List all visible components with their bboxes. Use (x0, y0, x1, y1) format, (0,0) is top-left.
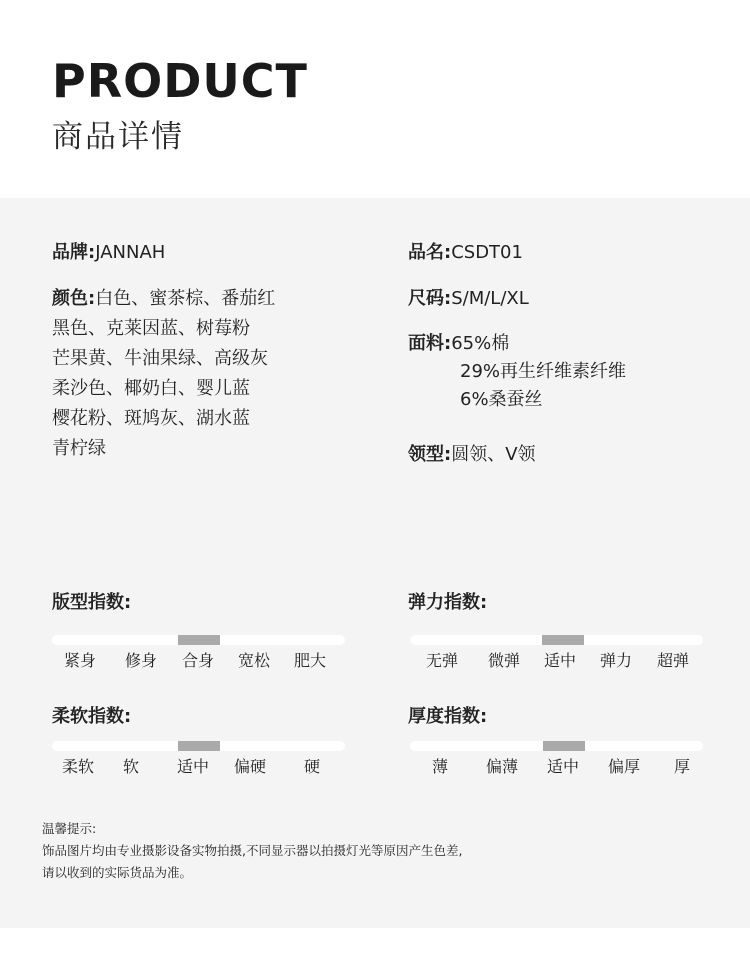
elastic-option: 超弹 (656, 651, 690, 670)
color-line: 柔沙色、椰奶白、婴儿蓝 (52, 378, 250, 399)
softness-option: 硬 (303, 757, 321, 776)
fit-index-track (52, 635, 345, 645)
notice-line: 请以收到的实际货品为准。 (42, 865, 193, 880)
elastic-option: 弹力 (599, 651, 633, 670)
thickness-index-track (410, 741, 703, 751)
size-value: S/M/L/XL (451, 288, 529, 309)
thickness-index-title: 厚度指数: (408, 706, 488, 727)
color-line: 樱花粉、斑鸠灰、湖水蓝 (52, 408, 250, 429)
name-value: CSDT01 (451, 242, 523, 263)
thickness-option: 厚 (673, 757, 691, 776)
color-row (52, 284, 275, 464)
fit-option: 合身 (181, 651, 215, 670)
page-subtitle: 商品详情 (52, 119, 184, 155)
color-line: 黑色、克莱因蓝、树莓粉 (52, 318, 250, 339)
thickness-index-marker (543, 741, 585, 751)
fit-option: 肥大 (293, 651, 327, 670)
softness-index-title: 柔软指数: (52, 706, 132, 727)
fit-index-marker (178, 635, 220, 645)
notice-line: 饰品图片均由专业摄影设备实物拍摄,不同显示器以拍摄灯光等原因产生色差, (42, 843, 463, 858)
thickness-option: 偏厚 (607, 757, 641, 776)
name-row (408, 238, 523, 268)
fabric-line: 65%棉 (451, 333, 510, 354)
softness-option: 软 (122, 757, 140, 776)
thickness-option: 薄 (431, 757, 449, 776)
color-line: 青柠绿 (52, 438, 106, 459)
color-line: 芒果黄、牛油果绿、高级灰 (52, 348, 268, 369)
fit-index-title: 版型指数: (52, 592, 132, 613)
fabric-line: 6%桑蚕丝 (460, 389, 543, 410)
brand-key: 品牌: (52, 242, 96, 263)
elastic-option: 适中 (543, 651, 577, 670)
thickness-option: 偏薄 (485, 757, 519, 776)
softness-index-track (52, 741, 345, 751)
collar-row (408, 440, 536, 470)
fit-option: 宽松 (237, 651, 271, 670)
fabric-line: 29%再生纤维素纤维 (460, 361, 627, 382)
color-line: 白色、蜜茶棕、番茄红 (95, 288, 276, 309)
collar-key: 领型: (408, 444, 452, 465)
color-key: 颜色: (52, 288, 96, 309)
collar-value: 圆领、V领 (451, 444, 536, 465)
header (0, 0, 750, 198)
thickness-option: 适中 (546, 757, 580, 776)
fabric-row (408, 330, 626, 414)
brand-value: JANNAH (95, 242, 166, 263)
softness-option: 适中 (176, 757, 210, 776)
notice-title: 温馨提示: (42, 821, 97, 836)
elastic-index-marker (542, 635, 584, 645)
brand-row (52, 238, 165, 268)
elastic-index-track (410, 635, 703, 645)
size-row (408, 284, 529, 314)
softness-option: 柔软 (61, 757, 95, 776)
fabric-key: 面料: (408, 333, 452, 354)
fit-option: 紧身 (63, 651, 97, 670)
elastic-index-title: 弹力指数: (408, 592, 488, 613)
elastic-option: 无弹 (425, 651, 459, 670)
page-title: PRODUCT (52, 54, 308, 108)
elastic-option: 微弹 (487, 651, 521, 670)
softness-option: 偏硬 (233, 757, 267, 776)
softness-index-marker (178, 741, 220, 751)
name-key: 品名: (408, 242, 452, 263)
fit-option: 修身 (124, 651, 158, 670)
size-key: 尺码: (408, 288, 452, 309)
